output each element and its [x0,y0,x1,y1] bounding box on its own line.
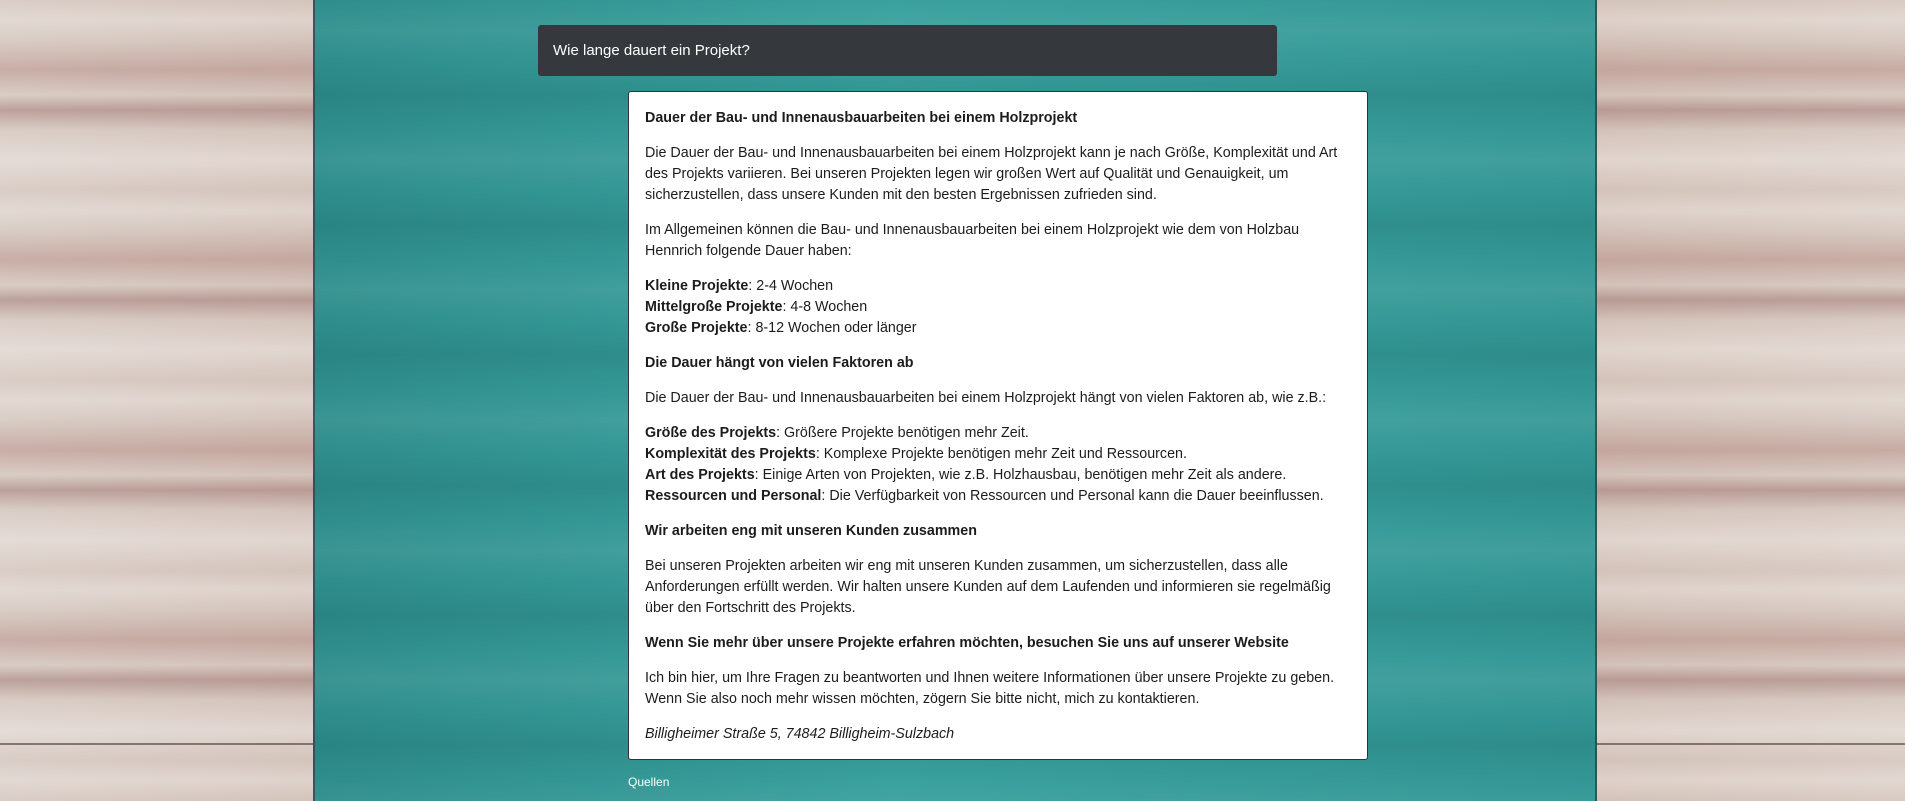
duration-label: Mittelgroße Projekte [645,299,783,315]
factor-value: : Die Verfügbarkeit von Ressourcen und Personal kann die Dauer beeinflussen. [821,488,1324,504]
section-heading: Die Dauer hängt von vielen Faktoren ab [645,355,914,371]
duration-value: : 4-8 Wochen [782,299,868,315]
duration-value: : 8-12 Wochen oder länger [747,320,917,336]
sources-link[interactable]: Quellen [628,775,670,789]
paragraph: Ich bin hier, um Ihre Fragen zu beantworten und Ihnen weitere Informationen über unsere Projekte zu geben. Wenn Sie also noch mehr wissen möchten, zögern Sie bitte nicht, mich zu kontaktieren. [645,670,1335,707]
paragraph: Die Dauer der Bau- und Innenausbauarbeiten bei einem Holzprojekt kann je nach Größe, Komplexität und Art des Projekts variieren. Bei unseren Projekten legen wir großen Wert auf Qualität und Genauigkeit, um sicherzustellen, dass unsere Kunden mit den besten Ergebnissen zufrieden sind. [645,145,1338,203]
section-heading: Wir arbeiten eng mit unseren Kunden zusammen [645,523,977,539]
address: Billigheimer Straße 5, 74842 Billigheim-Sulzbach [645,726,955,742]
factor-label: Größe des Projekts [645,425,777,441]
factor-value: : Größere Projekte benötigen mehr Zeit. [776,425,1029,441]
section-heading: Wenn Sie mehr über unsere Projekte erfahren möchten, besuchen Sie uns auf unserer Website [645,635,1289,651]
section-heading: Dauer der Bau- und Innenausbauarbeiten bei einem Holzprojekt [645,110,1078,126]
factor-value: : Einige Arten von Projekten, wie z.B. Holzhausbau, benötigen mehr Zeit als andere. [754,467,1287,483]
question-header-bar [538,25,1277,76]
paragraph: Bei unseren Projekten arbeiten wir eng mit unseren Kunden zusammen, um sicherzustellen, dass alle Anforderungen erfüllt werden. Wir halten unsere Kunden auf dem Laufenden und informieren sie regelmäßig über den Fortschritt des Projekts. [645,558,1331,616]
answer-content-card [628,91,1368,760]
duration-label: Große Projekte [645,320,748,336]
factor-list [645,423,1351,507]
factor-label: Komplexität des Projekts [645,446,816,462]
paragraph: Im Allgemeinen können die Bau- und Innenausbauarbeiten bei einem Holzprojekt wie dem von Holzbau Hennrich folgende Dauer haben: [645,222,1300,259]
page-title: Wie lange dauert ein Projekt? [553,42,750,59]
factor-value: : Komplexe Projekte benötigen mehr Zeit und Ressourcen. [815,446,1187,462]
factor-label: Art des Projekts [645,467,755,483]
duration-value: : 2-4 Wochen [748,278,834,294]
duration-label: Kleine Projekte [645,278,749,294]
paragraph: Die Dauer der Bau- und Innenausbauarbeiten bei einem Holzprojekt hängt von vielen Faktoren ab, wie z.B.: [645,390,1327,406]
duration-list [645,276,1351,339]
factor-label: Ressourcen und Personal [645,488,822,504]
